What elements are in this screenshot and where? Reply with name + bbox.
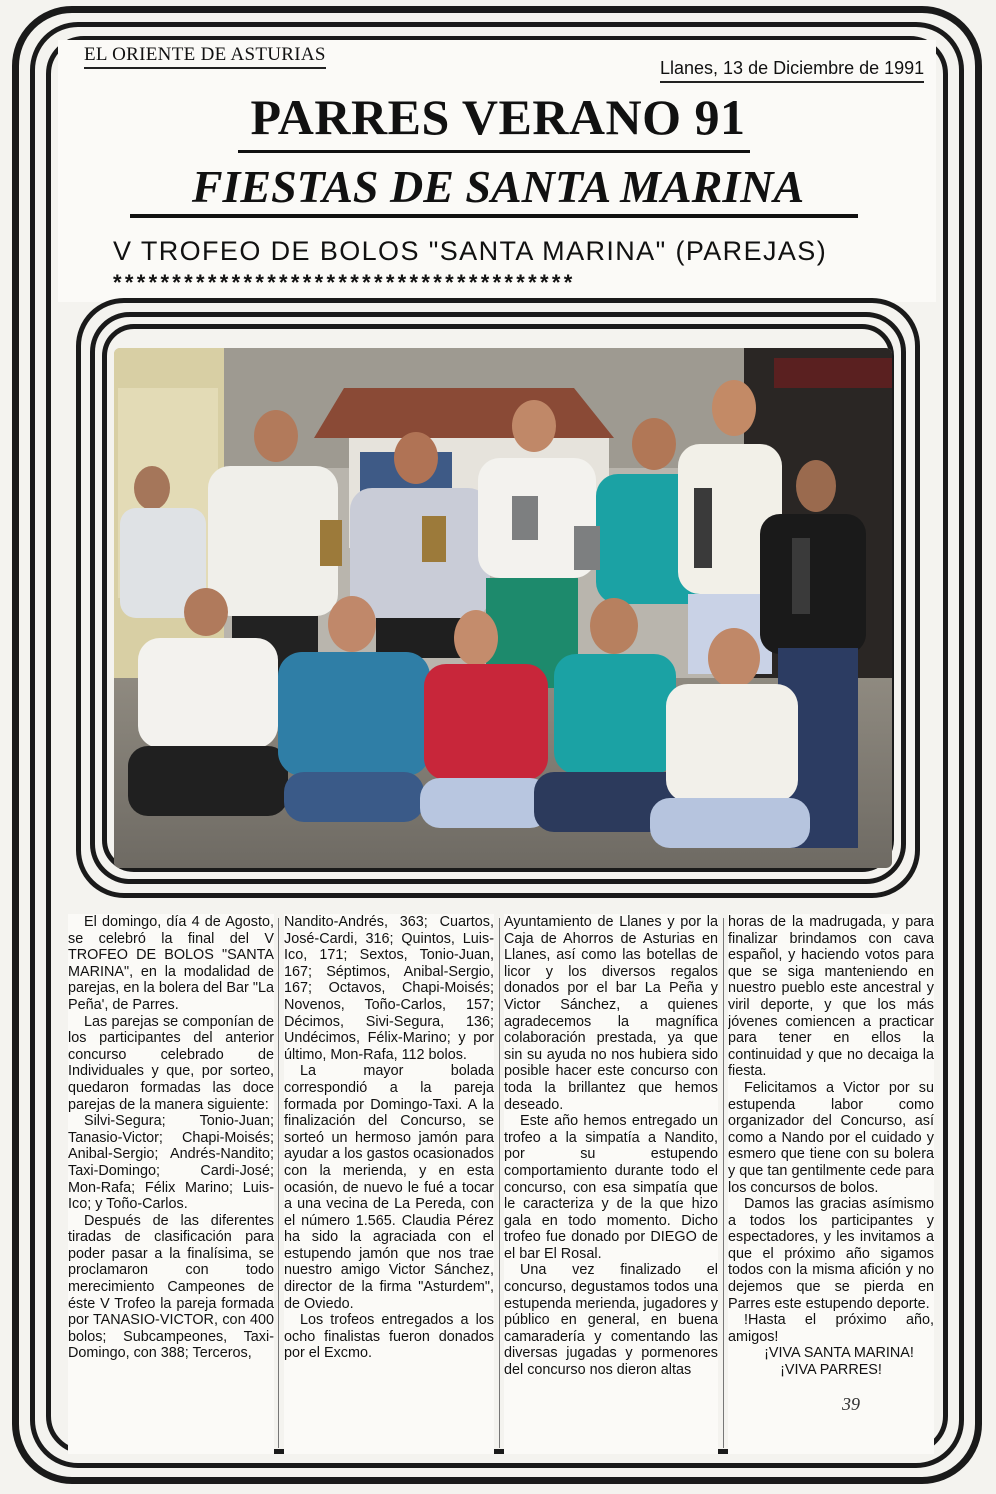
paragraph: Nandito-Andrés, 363; Cuartos, José-Cardi, 316; Quintos, Luis-Ico, 171; Sextos, Tonio-Juan, 167; Séptimos, Anibal-Sergio, 167; Octavos, Chapi-Moisés; Novenos, Toño-Carlos, 157; Décimos, Sivi-Segura, 136; Undécimos, Félix-Marino; y por último, Mon-Rafa, 112 bolos. bbox=[284, 914, 494, 1063]
paragraph: El domingo, día 4 de Agosto, se celebró la final del V TROFEO DE BOLOS "SANTA MARINA", en la modalidad de parejas, en la bolera del Bar "La Peña', de Parres. bbox=[68, 914, 274, 1013]
article-column-2 bbox=[284, 914, 494, 1454]
subtitle: V TROFEO DE BOLOS "SANTA MARINA" (PAREJAS) bbox=[113, 236, 828, 266]
group-photo-icon bbox=[114, 348, 892, 868]
group-photo bbox=[114, 348, 892, 868]
paragraph: Los trofeos entregados a los ocho finalistas fueron donados por el Excmo. bbox=[284, 1312, 494, 1362]
secondary-title: FIESTAS DE SANTA MARINA bbox=[191, 161, 805, 212]
paragraph: horas de la madrugada, y para finalizar brindamos con cava español, y haciendo votos para que se siga manteniendo en nuestro pueblo este ancestral y viril deporte, y que los más jóvenes comiencen a practicar para tener en ellos la continuidad y que no decaiga la fiesta. bbox=[728, 914, 934, 1080]
paragraph: Las parejas se componían de los participantes del anterior concurso celebrado de Individuales y que, por sorteo, quedaron formadas las doce parejas de la manera siguiente: bbox=[68, 1013, 274, 1113]
column-divider bbox=[499, 918, 500, 1448]
article-column-1 bbox=[68, 914, 274, 1454]
secondary-title-underline bbox=[130, 214, 858, 218]
paragraph: La mayor bolada correspondió a la pareja formada por Domingo-Taxi. A la finalización del Concurso, se sorteó un hermoso jamón para ayudar a los gastos ocasionados con la merienda, y en esta ocasión, de nuevo le fué a tocar a una vecina de La Pereda, con el número 1.565. Claudia Pérez ha sido la agraciada con el estupendo jamón que nos trae nuestro amigo Victor Sánchez, director de la firma "Asturdem", de Oviedo. bbox=[284, 1063, 494, 1312]
paragraph: Silvi-Segura; Tonio-Juan; Tanasio-Victor; Chapi-Moisés; Anibal-Sergio; Andrés-Nandito; Taxi-Domingo; Cardi-José; Mon-Rafa; Félix Marino; Luis-Ico; y Toño-Carlos. bbox=[68, 1113, 274, 1213]
title-underline bbox=[238, 150, 750, 153]
paragraph: Felicitamos a Victor por su estupenda labor como organizador del Concurso, así como a Nando por el cuidado y esmero que tiene con su bolera y que tan gentilmente cede para los concursos de bolos. bbox=[728, 1079, 934, 1196]
paragraph: Este año hemos entregado un trofeo a la simpatía a Nandito, por su estupendo comportamiento durante todo el concurso, con esa simpatía que le caracteriza y de la que hizo gala en todo momento. Dicho trofeo fue donado por DIEGO de el bar El Rosal. bbox=[504, 1113, 718, 1262]
closing-cheer: ¡VIVA SANTA MARINA! ¡VIVA PARRES! bbox=[764, 1345, 914, 1379]
column-divider bbox=[723, 918, 724, 1448]
newspaper-name: EL ORIENTE DE ASTURIAS bbox=[84, 44, 326, 69]
paragraph: Damos las gracias asímismo a todos los participantes y espectadores, y les invitamos a que el próximo año sigamos todos con la misma afición y no dejemos que se pierda en Parres este estupendo deporte. bbox=[728, 1196, 934, 1312]
paragraph: Una vez finalizado el concurso, degustamos todos una estupenda merienda, jugadores y público en general, en buena camaradería y comentando las diversas jugadas y pormenores del concurso nos dieron altas bbox=[504, 1262, 718, 1379]
article-body bbox=[62, 914, 940, 1458]
issue-date: Llanes, 13 de Diciembre de 1991 bbox=[660, 58, 924, 83]
paragraph: Después de las diferentes tiradas de clasificación para poder pasar a la finalísima, se proclamaron con todo merecimiento Campeones de éste V Trofeo la pareja formada por TANASIO-VICTOR, con 400 bolos; Subcampeones, Taxi-Domingo, con 388; Terceros, bbox=[68, 1212, 274, 1362]
paragraph: !Hasta el próximo año, amigos! bbox=[728, 1312, 934, 1345]
main-title: PARRES VERANO 91 bbox=[250, 89, 746, 145]
column-divider bbox=[278, 918, 279, 1448]
paragraph: Ayuntamiento de Llanes y por la Caja de Ahorros de Asturias en Llanes, así como las botellas de licor y los diversos regalos donados por el bar La Peña y Victor Sánchez, a quienes agradecemos la magnífica colaboración prestada, ya que sin su ayuda no nos hubiera sido posible hacer este concurso con toda la brillantez que hemos deseado. bbox=[504, 914, 718, 1113]
star-divider: *************************************** bbox=[113, 270, 576, 295]
article-column-4 bbox=[728, 914, 934, 1454]
handwritten-page-number: 39 bbox=[842, 1394, 860, 1414]
article-column-3 bbox=[504, 914, 718, 1454]
